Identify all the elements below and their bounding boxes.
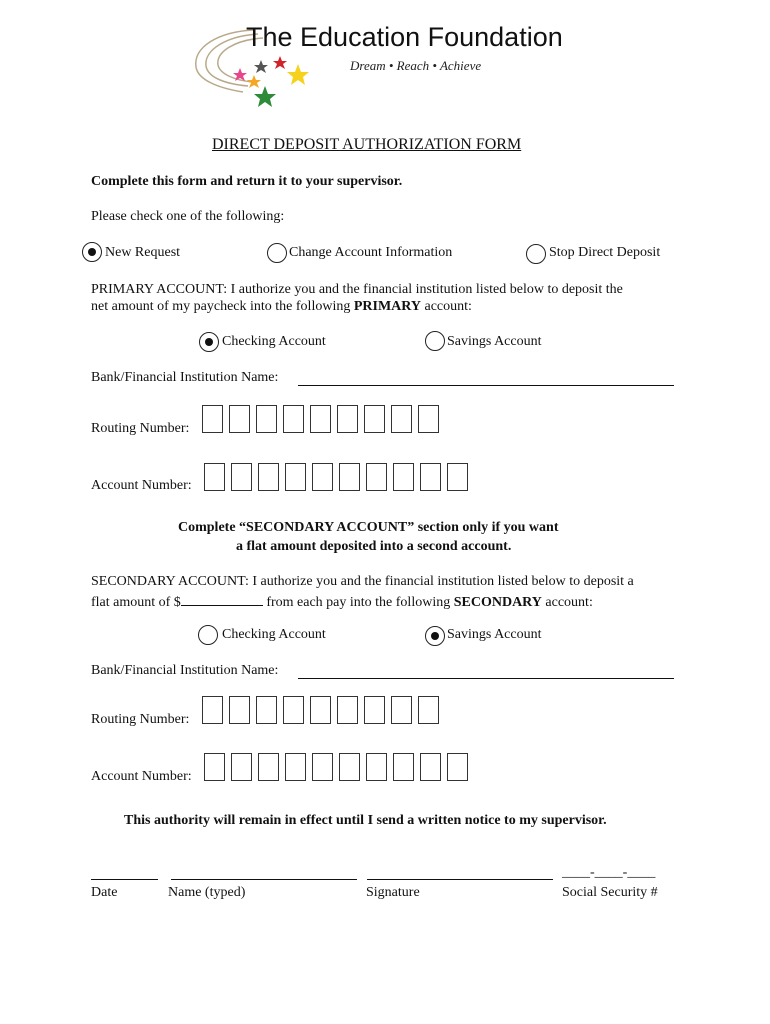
digit-box[interactable] [339,463,360,491]
primary-checking-label: Checking Account [222,334,326,349]
secondary-routing-boxes[interactable] [202,696,445,724]
digit-box[interactable] [285,753,306,781]
new-request-label: New Request [105,245,181,260]
secondary-bank-label: Bank/Financial Institution Name: [91,663,279,678]
digit-box[interactable] [204,753,225,781]
primary-account-boxes[interactable] [204,463,474,491]
digit-box[interactable] [420,463,441,491]
digit-box[interactable] [258,463,279,491]
secondary-checking-radio[interactable] [198,625,218,645]
secondary-savings-radio[interactable] [425,626,445,646]
digit-box[interactable] [337,696,358,724]
digit-box[interactable] [393,463,414,491]
primary-savings-radio[interactable] [425,331,445,351]
digit-box[interactable] [337,405,358,433]
stop-deposit-label: Stop Direct Deposit [549,245,661,260]
ssn-label: Social Security # [562,885,658,900]
digit-box[interactable] [312,463,333,491]
digit-box[interactable] [366,753,387,781]
primary-account-label: Account Number: [91,478,192,493]
digit-box[interactable] [202,696,223,724]
digit-box[interactable] [310,405,331,433]
date-label: Date [91,885,118,900]
signature-field[interactable] [367,879,553,880]
secondary-bank-name-field[interactable] [298,678,674,679]
primary-routing-boxes[interactable] [202,405,445,433]
primary-bank-label: Bank/Financial Institution Name: [91,370,279,385]
digit-box[interactable] [418,405,439,433]
digit-box[interactable] [285,463,306,491]
primary-bank-name-field[interactable] [298,385,674,386]
instruction-text: Complete this form and return it to your supervisor. [91,174,403,189]
digit-box[interactable] [364,405,385,433]
new-request-radio[interactable] [82,242,102,262]
star-yellow-icon [287,64,309,85]
change-account-label: Change Account Information [289,245,453,260]
digit-box[interactable] [258,753,279,781]
secondary-note-line1: Complete “SECONDARY ACCOUNT” section only if you want [178,520,559,535]
secondary-savings-label: Savings Account [447,627,542,642]
digit-box[interactable] [420,753,441,781]
star-red-icon [273,56,287,69]
digit-box[interactable] [364,696,385,724]
primary-routing-label: Routing Number: [91,421,190,436]
digit-box[interactable] [256,405,277,433]
secondary-checking-label: Checking Account [222,627,326,642]
secondary-line2-mid: from each pay into the following [262,595,454,610]
ssn-field[interactable]: ____-____-____ [562,865,656,880]
flat-amount-field[interactable] [181,592,263,606]
secondary-authorization-line1: SECONDARY ACCOUNT: I authorize you and the financial institution listed below to deposit a [91,574,634,589]
digit-box[interactable] [283,405,304,433]
secondary-note-line2: a flat amount deposited into a second account. [236,539,512,554]
secondary-account-label: Account Number: [91,769,192,784]
primary-line2-pre: net amount of my paycheck into the following [91,299,354,314]
primary-authorization-line2 [91,299,472,315]
secondary-line2-post: account: [541,595,593,610]
secondary-line2-pre: flat amount of $ [91,595,181,610]
digit-box[interactable] [229,405,250,433]
digit-box[interactable] [312,753,333,781]
secondary-authorization-line2 [91,592,593,611]
foundation-name: The Education Foundation [246,22,563,52]
digit-box[interactable] [231,463,252,491]
change-account-radio[interactable] [267,243,287,263]
digit-box[interactable] [393,753,414,781]
star-green-icon [254,86,276,107]
digit-box[interactable] [202,405,223,433]
name-typed-label: Name (typed) [168,885,246,900]
authority-note: This authority will remain in effect until I send a written notice to my supervisor. [124,813,607,828]
digit-box[interactable] [447,463,468,491]
check-prompt: Please check one of the following: [91,209,285,224]
stop-deposit-radio[interactable] [526,244,546,264]
digit-box[interactable] [339,753,360,781]
primary-authorization-line1: PRIMARY ACCOUNT: I authorize you and the financial institution listed below to deposit the [91,282,623,297]
date-field[interactable] [91,879,158,880]
star-gray-icon [254,60,268,73]
digit-box[interactable] [391,405,412,433]
digit-box[interactable] [256,696,277,724]
digit-box[interactable] [391,696,412,724]
name-field[interactable] [171,879,357,880]
secondary-account-boxes[interactable] [204,753,474,781]
digit-box[interactable] [283,696,304,724]
digit-box[interactable] [231,753,252,781]
digit-box[interactable] [229,696,250,724]
foundation-tagline: Dream • Reach • Achieve [350,58,482,73]
digit-box[interactable] [366,463,387,491]
digit-box[interactable] [418,696,439,724]
form-title: DIRECT DEPOSIT AUTHORIZATION FORM [212,136,522,153]
primary-line2-post: account: [421,299,472,314]
digit-box[interactable] [447,753,468,781]
signature-label: Signature [366,885,420,900]
primary-savings-label: Savings Account [447,334,542,349]
star-orange-icon [247,75,261,88]
primary-checking-radio[interactable] [199,332,219,352]
digit-box[interactable] [310,696,331,724]
primary-keyword: PRIMARY [353,299,421,314]
secondary-keyword: SECONDARY [453,595,542,610]
digit-box[interactable] [204,463,225,491]
secondary-routing-label: Routing Number: [91,712,190,727]
